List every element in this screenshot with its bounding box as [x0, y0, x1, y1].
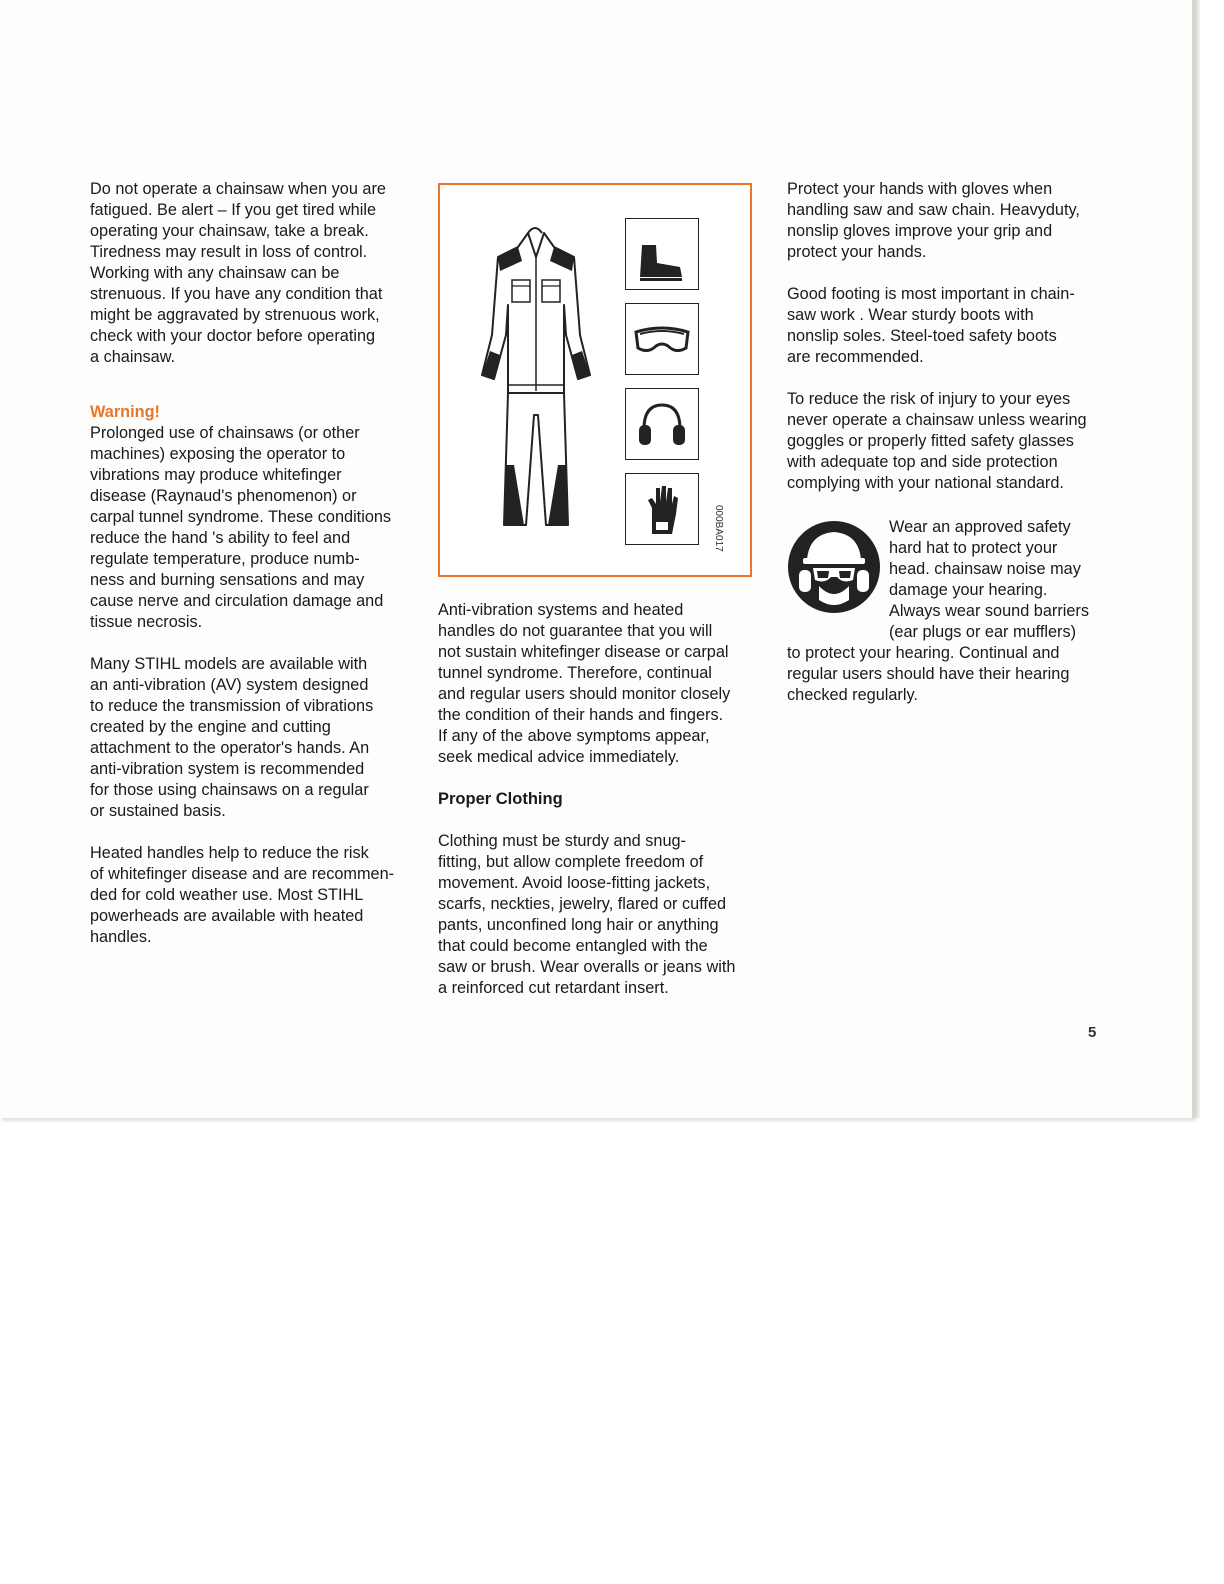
warning-heading: Warning!: [90, 403, 160, 421]
hard-hat-paragraph-start: Wear an approved safety hard hat to protect your head. chainsaw noise may damage your hearing. Always wear sound barriers (ear plugs or ear mufflers): [889, 518, 1089, 641]
page-edge-shadow: [1194, 0, 1200, 1118]
gloves-paragraph: Protect your hands with gloves when handling saw and saw chain. Heavyduty, nonslip gloves improve your grip and protect your hands.: [787, 180, 1080, 261]
goggles-icon: [625, 303, 699, 375]
fatigue-paragraph: Do not operate a chainsaw when you are fatigued. Be alert – If you get tired while operating your chainsaw, take a break. Tiredness may result in loss of control. Working with any chainsaw can be strenuous. If you have any condition that might be aggravated by strenuous work, check with your doctor before operating a chainsaw.: [90, 180, 386, 366]
left-column: [90, 179, 410, 948]
anti-vibration-guarantee-paragraph: Anti-vibration systems and heated handles do not guarantee that you will not sustain whitefinger disease or carpal tunnel syndrome. Therefore, continual and regular users should monitor closely the condition of their hands and fingers. If any of the above symptoms appear, seek medical advice immediately.: [438, 601, 731, 766]
eye-protection-paragraph: To reduce the risk of injury to your eyes never operate a chainsaw unless wearing goggles or properly fitted safety glasses with adequate top and side protection complying with your national standard.: [787, 390, 1087, 492]
overalls-icon: [440, 185, 750, 575]
clothing-paragraph: Clothing must be sturdy and snug- fitting, but allow complete freedom of movement. Avoid loose-fitting jackets, scarfs, neckties, jewelry, flared or cuffed pants, unconfined long hair or anything that could become entangled with the saw or brush. Wear overalls or jeans with a reinforced cut retardant insert.: [438, 832, 736, 997]
proper-clothing-heading: Proper Clothing: [438, 790, 563, 808]
protective-clothing-figure: [438, 183, 752, 577]
hard-hat-paragraph-end: to protect your hearing. Continual and regular users should have their hearing checked regularly.: [787, 644, 1070, 704]
anti-vibration-paragraph: Many STIHL models are available with an anti-vibration (AV) system designed to reduce the transmission of vibrations created by the engine and cutting attachment to the operator's hands. An anti-vibration system is recommended for those using chainsaws on a regular or sustained basis.: [90, 655, 374, 820]
heated-handles-paragraph: Heated handles help to reduce the risk of whitefinger disease and are recommen- ded for cold weather use. Most STIHL powerheads are available with heated handles.: [90, 844, 395, 946]
warning-paragraph: Prolonged use of chainsaws (or other machines) exposing the operator to vibrations may produce whitefinger disease (Raynaud's phenomenon) or carpal tunnel syndrome. These conditions reduce the hand 's ability to feel and regulate temperature, produce numb- ness and burning sensations and may cause nerve and circulation damage and tissue necrosis.: [90, 424, 392, 631]
middle-column: [438, 600, 760, 999]
right-column: [787, 179, 1107, 494]
page-number: 5: [1088, 1024, 1097, 1041]
ear-muffs-icon: [625, 388, 699, 460]
helmet-goggles-earmuffs-icon: [787, 520, 881, 614]
figure-code: 000BA017: [713, 505, 724, 552]
glove-icon: [625, 473, 699, 545]
boot-icon: [625, 218, 699, 290]
footing-paragraph: Good footing is most important in chain- saw work . Wear sturdy boots with nonslip soles. Steel-toed safety boots are recommended.: [787, 285, 1075, 366]
